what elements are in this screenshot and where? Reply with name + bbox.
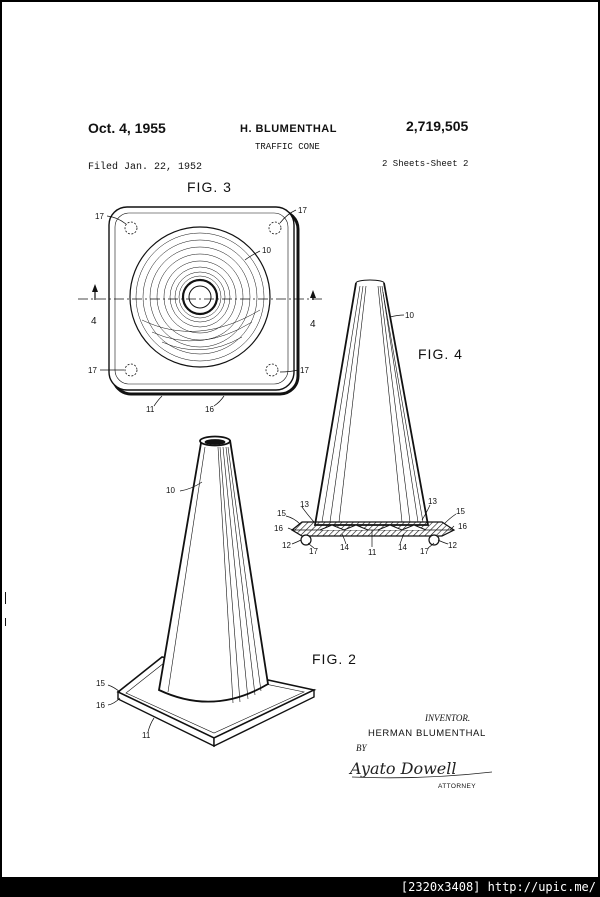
- fig4-ref-14: 14: [398, 543, 407, 552]
- attorney-label: ATTORNEY: [438, 783, 476, 790]
- drawing-canvas: [2, 2, 598, 877]
- fig4-title: FIG. 4: [418, 346, 463, 362]
- scan-edge-mark: [5, 618, 6, 626]
- fig4-ref-15: 15: [277, 509, 286, 518]
- patent-drawing-sheet: [2, 2, 598, 877]
- scan-edge-mark: [5, 592, 6, 604]
- fig4-ref-16: 16: [458, 522, 467, 531]
- fig4-ref-17: 17: [309, 547, 318, 556]
- fig4-ref-10: 10: [405, 311, 414, 320]
- fig2-cone: [159, 440, 268, 702]
- fig2-ref-11: 11: [142, 731, 151, 740]
- fig2-title: FIG. 2: [312, 651, 357, 667]
- by-label: BY: [356, 743, 367, 753]
- inventor-header: H. BLUMENTHAL: [240, 123, 337, 135]
- fig3-title: FIG. 3: [187, 179, 232, 195]
- fig3-ref-10: 10: [262, 246, 271, 255]
- fig2-ref-16: 16: [96, 701, 105, 710]
- patent-title: TRAFFIC CONE: [255, 142, 320, 152]
- fig3-ref-11: 11: [146, 405, 155, 414]
- fig3-ref-17: 17: [88, 366, 97, 375]
- attorney-signature: Ayato Dowell: [350, 759, 457, 778]
- fig3-ref-17: 17: [300, 366, 309, 375]
- fig4-base-section: [292, 522, 454, 536]
- image-footer-bar: [0, 878, 600, 897]
- image-watermark: [2320x3408] http://upic.me/: [400, 880, 596, 894]
- fig4-foot: [429, 535, 439, 545]
- fig4-ref-15: 15: [456, 507, 465, 516]
- patent-number: 2,719,505: [406, 118, 469, 134]
- sheet-count: 2 Sheets-Sheet 2: [382, 159, 469, 169]
- fig2-ref-10: 10: [166, 486, 175, 495]
- fig3-top-view: [78, 179, 324, 414]
- fig4-ref-13: 13: [428, 497, 437, 506]
- fig4-ref-11: 11: [368, 548, 377, 557]
- fig4-section-view: [274, 280, 467, 557]
- fig2-ref-15: 15: [96, 679, 105, 688]
- inventor-full-name: HERMAN BLUMENTHAL: [368, 728, 486, 739]
- fig4-foot: [301, 535, 311, 545]
- fig4-ref-12: 12: [448, 541, 457, 550]
- signature-block: [348, 713, 492, 790]
- fig3-ref-17: 17: [95, 212, 104, 221]
- fig3-ref-17: 17: [298, 206, 307, 215]
- fig3-ref-16: 16: [205, 405, 214, 414]
- filed-date: Filed Jan. 22, 1952: [88, 162, 203, 173]
- patent-date: Oct. 4, 1955: [88, 120, 166, 136]
- fig3-ref-4: 4: [91, 316, 97, 327]
- fig3-top-opening: [183, 280, 217, 314]
- fig3-ref-4: 4: [310, 319, 316, 330]
- fig4-ref-16: 16: [274, 524, 283, 533]
- fig4-ref-13: 13: [300, 500, 309, 509]
- fig4-ref-17: 17: [420, 547, 429, 556]
- fig4-ref-14: 14: [340, 543, 349, 552]
- inventor-label: INVENTOR.: [425, 713, 471, 723]
- fig4-ref-12: 12: [282, 541, 291, 550]
- fig2-perspective-view: [96, 437, 357, 747]
